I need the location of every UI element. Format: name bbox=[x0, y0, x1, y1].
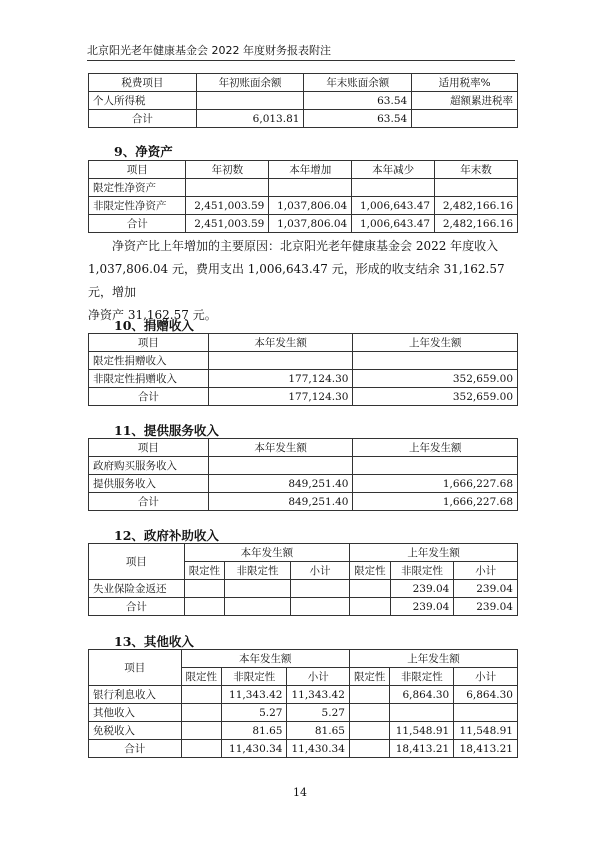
row-label: 限定性捐赠收入 bbox=[89, 352, 209, 370]
row-label: 非限定性捐赠收入 bbox=[89, 370, 209, 388]
value-cell: 2,451,003.59 bbox=[186, 197, 269, 215]
value-cell bbox=[290, 580, 349, 598]
value-cell bbox=[352, 179, 435, 197]
value-cell bbox=[181, 686, 222, 704]
value-cell bbox=[181, 740, 222, 758]
row-label: 提供服务收入 bbox=[89, 475, 209, 493]
value-cell: 239.04 bbox=[390, 580, 454, 598]
subheader-cell: 小计 bbox=[454, 562, 518, 580]
subheader-cell: 小计 bbox=[290, 562, 349, 580]
header-cell: 税费项目 bbox=[89, 74, 197, 92]
value-cell: 2,482,166.16 bbox=[435, 197, 518, 215]
page-header: 北京阳光老年健康基金会 2022 年度财务报表附注 bbox=[87, 44, 331, 57]
value-cell: 239.04 bbox=[390, 598, 454, 616]
subheader-cell: 限定性 bbox=[350, 562, 391, 580]
header-cell: 年末账面余额 bbox=[304, 74, 412, 92]
header-cell: 年末数 bbox=[435, 161, 518, 179]
header-cell: 项目 bbox=[89, 161, 186, 179]
value-cell: 239.04 bbox=[454, 598, 518, 616]
paragraph-line: 净资产 31,162.57 元。 bbox=[88, 308, 217, 322]
table-row bbox=[89, 370, 518, 388]
value-cell: 11,548.91 bbox=[390, 722, 454, 740]
value-cell bbox=[181, 704, 222, 722]
value-cell bbox=[349, 686, 390, 704]
value-cell: 81.65 bbox=[287, 722, 349, 740]
table-row bbox=[89, 598, 518, 616]
table-row bbox=[89, 179, 518, 197]
table-header-row bbox=[89, 161, 518, 179]
row-label: 合计 bbox=[89, 493, 209, 511]
header-cell: 适用税率% bbox=[412, 74, 518, 92]
table-row bbox=[89, 475, 518, 493]
header-cell: 项目 bbox=[89, 544, 185, 580]
table-row bbox=[89, 215, 518, 233]
row-label: 合计 bbox=[89, 740, 182, 758]
table-row bbox=[89, 197, 518, 215]
value-cell: 239.04 bbox=[454, 580, 518, 598]
net-assets-table bbox=[88, 160, 518, 233]
header-cell: 上年发生额 bbox=[353, 334, 518, 352]
value-cell bbox=[196, 92, 304, 110]
table-row bbox=[89, 92, 518, 110]
header-rule bbox=[87, 60, 515, 61]
table-row bbox=[89, 388, 518, 406]
value-cell bbox=[350, 598, 391, 616]
value-cell bbox=[349, 722, 390, 740]
value-cell: 177,124.30 bbox=[208, 370, 353, 388]
row-label: 银行利息收入 bbox=[89, 686, 182, 704]
row-label: 限定性净资产 bbox=[89, 179, 186, 197]
header-cell: 本年发生额 bbox=[208, 334, 353, 352]
subheader-cell: 非限定性 bbox=[390, 668, 454, 686]
table-row bbox=[89, 110, 518, 128]
table-row bbox=[89, 457, 518, 475]
header-group-previous: 上年发生额 bbox=[350, 544, 518, 562]
header-cell: 项目 bbox=[89, 334, 209, 352]
header-group-current: 本年发生额 bbox=[184, 544, 349, 562]
table-row bbox=[89, 493, 518, 511]
value-cell: 11,430.34 bbox=[222, 740, 287, 758]
subheader-cell: 非限定性 bbox=[225, 562, 291, 580]
row-label: 其他收入 bbox=[89, 704, 182, 722]
value-cell bbox=[454, 704, 518, 722]
service-income-table bbox=[88, 438, 518, 511]
table-row bbox=[89, 740, 518, 758]
table-header-row bbox=[89, 334, 518, 352]
value-cell: 81.65 bbox=[222, 722, 287, 740]
value-cell: 352,659.00 bbox=[353, 370, 518, 388]
table-header-row bbox=[89, 650, 518, 668]
value-cell: 63.54 bbox=[304, 110, 412, 128]
table-row bbox=[89, 352, 518, 370]
header-cell: 本年增加 bbox=[269, 161, 352, 179]
section-title-other-income: 13、其他收入 bbox=[114, 634, 194, 649]
row-label: 免税收入 bbox=[89, 722, 182, 740]
subheader-cell: 非限定性 bbox=[390, 562, 454, 580]
value-cell: 352,659.00 bbox=[353, 388, 518, 406]
value-cell bbox=[350, 580, 391, 598]
page-number: 14 bbox=[293, 786, 307, 799]
value-cell: 6,864.30 bbox=[454, 686, 518, 704]
paragraph-line: 1,037,806.04 元，费用支出 1,006,643.47 元，形成的收支结余 31,162.57 元，增加 bbox=[88, 262, 505, 299]
row-label: 合计 bbox=[89, 215, 186, 233]
value-cell: 11,430.34 bbox=[287, 740, 349, 758]
row-label: 政府购买服务收入 bbox=[89, 457, 209, 475]
value-cell bbox=[349, 704, 390, 722]
header-cell: 本年减少 bbox=[352, 161, 435, 179]
gov-subsidy-table bbox=[88, 543, 518, 616]
subheader-cell: 限定性 bbox=[181, 668, 222, 686]
value-cell: 63.54 bbox=[304, 92, 412, 110]
value-cell: 18,413.21 bbox=[390, 740, 454, 758]
value-cell: 1,006,643.47 bbox=[352, 197, 435, 215]
value-cell: 11,548.91 bbox=[454, 722, 518, 740]
value-cell bbox=[225, 580, 291, 598]
section-title-gov-subsidy: 12、政府补助收入 bbox=[114, 528, 219, 543]
value-cell bbox=[225, 598, 291, 616]
other-income-table bbox=[88, 649, 518, 758]
row-label: 个人所得税 bbox=[89, 92, 197, 110]
value-cell: 5.27 bbox=[287, 704, 349, 722]
table-row bbox=[89, 704, 518, 722]
value-cell: 超额累进税率 bbox=[412, 92, 518, 110]
row-label: 非限定性净资产 bbox=[89, 197, 186, 215]
header-cell: 年初数 bbox=[186, 161, 269, 179]
value-cell: 18,413.21 bbox=[454, 740, 518, 758]
table-row bbox=[89, 580, 518, 598]
table-row bbox=[89, 722, 518, 740]
header-group-previous: 上年发生额 bbox=[349, 650, 517, 668]
value-cell: 2,482,166.16 bbox=[435, 215, 518, 233]
value-cell: 1,006,643.47 bbox=[352, 215, 435, 233]
value-cell: 849,251.40 bbox=[208, 475, 353, 493]
row-label: 失业保险金返还 bbox=[89, 580, 185, 598]
value-cell: 6,864.30 bbox=[390, 686, 454, 704]
value-cell: 6,013.81 bbox=[196, 110, 304, 128]
tax-table bbox=[88, 73, 518, 128]
header-cell: 项目 bbox=[89, 439, 209, 457]
table-header-row bbox=[89, 74, 518, 92]
paragraph-line: 净资产比上年增加的主要原因：北京阳光老年健康基金会 2022 年度收入 bbox=[112, 239, 499, 253]
table-header-row bbox=[89, 439, 518, 457]
subheader-cell: 非限定性 bbox=[222, 668, 287, 686]
value-cell bbox=[184, 598, 225, 616]
value-cell: 849,251.40 bbox=[208, 493, 353, 511]
subheader-cell: 限定性 bbox=[184, 562, 225, 580]
value-cell bbox=[181, 722, 222, 740]
value-cell bbox=[353, 457, 518, 475]
section-title-donation-income: 10、捐赠收入 bbox=[114, 318, 194, 333]
table-row bbox=[89, 686, 518, 704]
header-cell: 本年发生额 bbox=[208, 439, 353, 457]
value-cell: 11,343.42 bbox=[222, 686, 287, 704]
value-cell bbox=[269, 179, 352, 197]
value-cell: 5.27 bbox=[222, 704, 287, 722]
value-cell: 11,343.42 bbox=[287, 686, 349, 704]
value-cell: 2,451,003.59 bbox=[186, 215, 269, 233]
section-title-net-assets: 9、净资产 bbox=[114, 144, 173, 159]
table-header-row bbox=[89, 544, 518, 562]
value-cell: 177,124.30 bbox=[208, 388, 353, 406]
value-cell: 1,037,806.04 bbox=[269, 197, 352, 215]
value-cell bbox=[186, 179, 269, 197]
value-cell bbox=[390, 704, 454, 722]
value-cell: 1,666,227.68 bbox=[353, 475, 518, 493]
value-cell bbox=[184, 580, 225, 598]
donation-income-table bbox=[88, 333, 518, 406]
header-group-current: 本年发生额 bbox=[181, 650, 349, 668]
value-cell bbox=[208, 457, 353, 475]
value-cell: 1,666,227.68 bbox=[353, 493, 518, 511]
value-cell bbox=[412, 110, 518, 128]
section-title-service-income: 11、提供服务收入 bbox=[114, 423, 219, 438]
row-label: 合计 bbox=[89, 110, 197, 128]
subheader-cell: 小计 bbox=[454, 668, 518, 686]
value-cell bbox=[353, 352, 518, 370]
value-cell: 1,037,806.04 bbox=[269, 215, 352, 233]
header-cell: 年初账面余额 bbox=[196, 74, 304, 92]
row-label: 合计 bbox=[89, 388, 209, 406]
net-assets-paragraph bbox=[88, 235, 518, 327]
header-cell: 项目 bbox=[89, 650, 182, 686]
row-label: 合计 bbox=[89, 598, 185, 616]
value-cell bbox=[349, 740, 390, 758]
value-cell bbox=[208, 352, 353, 370]
value-cell bbox=[435, 179, 518, 197]
subheader-cell: 限定性 bbox=[349, 668, 390, 686]
subheader-cell: 小计 bbox=[287, 668, 349, 686]
header-cell: 上年发生额 bbox=[353, 439, 518, 457]
value-cell bbox=[290, 598, 349, 616]
